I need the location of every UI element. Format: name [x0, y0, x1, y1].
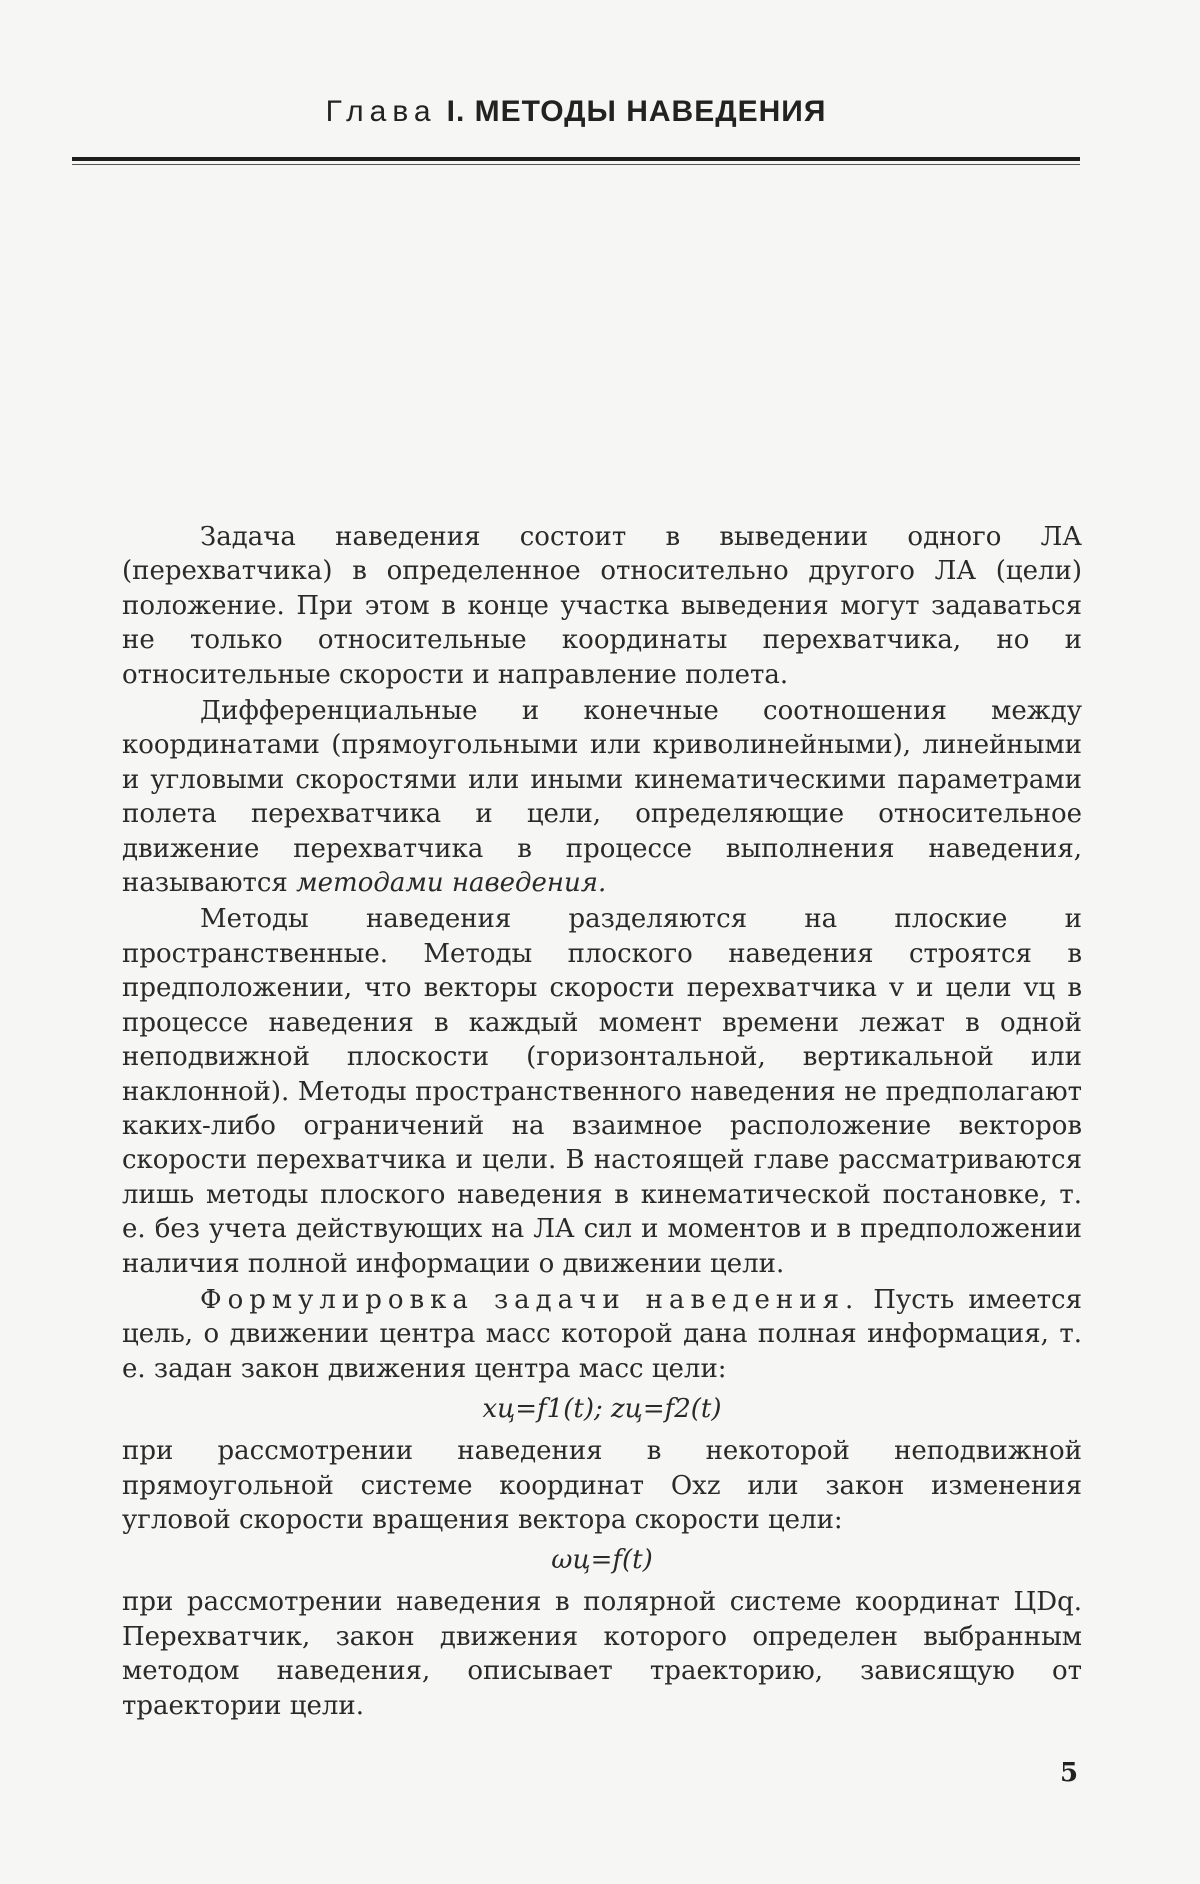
paragraph-3: Методы наведения разделяются на плоские и пространственные. Методы плоского наведения строятся в предположении, что векторы скорости перехватчика v и цели vц в процессе наведения в каждый момент времени лежат в одной неподвижной плоскости (горизонтальной, вертикальной или наклонной). Методы пространственного наведения не предполагают каких-либо ограничений на взаимное расположение векторов скорости перехватчика и цели. В настоящей главе рассматриваются лишь методы плоского наведения в кинематической постановке, т. е. без учета действующих на ЛА сил и моментов и в предположении наличия полной информации о движении цели.: [122, 904, 1082, 1279]
page-number: 5: [1060, 1758, 1079, 1788]
paragraph-2: [122, 694, 1082, 900]
paragraph-6: при рассмотрении наведения в полярной системе координат ЦDq. Перехватчик, закон движения которого определен выбранным методом наведения, описывает траекторию, зависящую от траектории цели.: [122, 1587, 1082, 1721]
chapter-word: Глава: [325, 95, 437, 128]
section-heading-problem-statement: Формулировка задачи наведения.: [200, 1284, 860, 1315]
formula-target-motion: xц=f1(t); zц=f2(t): [482, 1394, 722, 1425]
header-rule-thin: [72, 164, 1080, 165]
term-guidance-methods: методами наведения.: [296, 868, 607, 899]
paragraph-5: при рассмотрении наведения в некоторой неподвижной прямоугольной системе координат Oxz или закон изменения угловой скорости вращения вектора скорости цели:: [122, 1436, 1082, 1535]
body-text: [122, 520, 1082, 1723]
header-rule-thick: [72, 157, 1080, 161]
chapter-title: I. МЕТОДЫ НАВЕДЕНИЯ: [446, 95, 827, 128]
chapter-header: [72, 95, 1080, 129]
paragraph-4: [122, 1283, 1082, 1386]
paragraph-1: Задача наведения состоит в выведении одного ЛА (перехватчика) в определенное относительно другого ЛА (цели) положение. При этом в конце участка выведения могут задаваться не только относительные координаты перехватчика, но и относительные скорости и направление полета.: [122, 522, 1082, 690]
paragraph-4-text: Пусть имеется цель, о движении центра масс которой дана полная информация, т. е. задан закон движения центра масс цели:: [122, 1284, 1082, 1384]
paragraph-2-text: Дифференциальные и конечные соотношения между координатами (прямоугольными или криволинейными), линейными и угловыми скоростями или иными кинематическими параметрами полета перехватчика и цели, определяющие относительное движение перехватчика в процессе выполнения наведения, называются: [122, 696, 1082, 899]
formula-angular-velocity: ωц=f(t): [551, 1545, 653, 1576]
